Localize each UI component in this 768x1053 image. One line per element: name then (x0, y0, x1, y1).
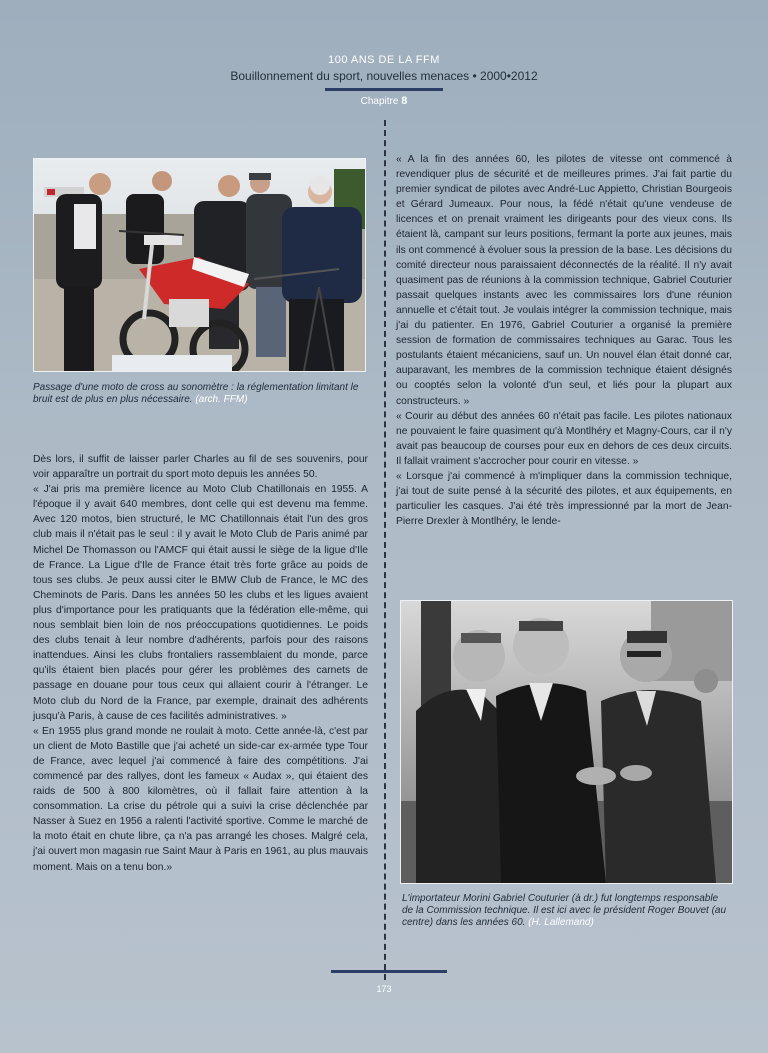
paragraph: « Courir au début des années 60 n'était pas facile. Les pilotes nationaux ne pouvaient le faire quasiment qu'à Montlhéry et Magny-Cours, car il n'y avait pas beaucoup de courses pour eux en dehors de ces deux circuits. Il fallait vraiment s'accrocher pour courir en vitesse. » (396, 410, 732, 467)
chapter-number: 8 (401, 95, 408, 107)
paragraph: « J'ai pris ma première licence au Moto Club Chatillonais en 1955. A l'époque il y avait 640 membres, dont celle qui est devenu ma femme. Avec 120 motos, bien structuré, le MC Chatillonnais était l'un des gros club mais il n'était pas le seul : il y avait le Moto Club de Paris animé par Michel De Thomasson ou l'AMCF qui était aussi le siège de la ligue d'Ile de France. La Ligue d'Ile de France était très forte grâce au poids de tous ses clubs. Je peux aussi citer le BMW Club de France, le MC des Cheminots de Paris. Dans les années 50 les clubs et les ligues avaient plus d'importance pour les pratiquants que la fédération elle-même, qui nous semblait bien loin de nos préoccupations quotidiennes. Le poids des clubs tenait à leur nombre d'adhérents, parfois pour des raisons inattendues. Ainsi les clubs frontaliers rassemblaient du monde, parce qu'ils étaient bien placés pour gérer les problèmes des carnets de passage en douane pour tous ceux qui allaient courir à l'étranger. Le Moto club du Nord de la France, par exemple, drainait des adhérents jusqu'à Paris, à cause de ces facilités administratives. » (33, 484, 368, 722)
photo1-credit: (arch. FFM) (195, 394, 248, 405)
paragraph: « A la fin des années 60, les pilotes de vitesse ont commencé à revendiquer plus de sécurité et de meilleures primes. J'ai fait partie du premier syndicat de pilotes avec André-Luc Appietto, Christian Bourgeois et Gérard Jumeaux. Pour nous, la fédé n'était qu'une vendeuse de licences et on prenait vraiment les dirigeants pour des vieux cons. Ils étaient là, campant sur leurs positions, fermant la porte aux jeunes, mais ils ont commencé à évoluer sous la pression de la base. Les décisions du comité directeur nous paraissaient déconnectés de la réalité. Il n'y avait quasiment pas de réunions à la commission technique, Gabriel Couturier passait quelques instants avec les commissaires lors d'une réunion annuelle et c'était tout. Je voulais intégrer la commission technique, mais j'ai du patienter. En 1976, Gabriel Couturier a organisé la première session de formation de commissaires techniques au Garac. Tous les postulants étaient mécaniciens, sauf un. Un nouvel élan était donné car, auparavant, les membres de la commission technique étaient désignés ou cooptés selon la volonté d'un seul, et liés pour la plupart aux constructeurs. » (396, 154, 732, 407)
page-header (0, 54, 768, 107)
photo2-caption (402, 893, 732, 929)
header-rule (325, 88, 443, 91)
chapter-label (0, 95, 768, 107)
right-column-text (396, 152, 732, 529)
column-divider (384, 120, 386, 980)
photo1-caption-text: Passage d'une moto de cross au sonomètre : la réglementation limitant le bruit est de plus en plus nécessaire. (33, 382, 359, 405)
paragraph: « En 1955 plus grand monde ne roulait à moto. Cette année-là, c'est par un client de Moto Bastille que j'ai acheté un side-car ex-armée type Tour de France, avec lequel j'ai commencé à faire des compétitions. J'ai commencé par des rallyes, dont les fameux « Audax », qui étaient des raids de 500 à 800 kilomètres, où il fallait faire attention à la consommation. La crise du pétrole qui a suivi la crise déclenchée par Nasser à Suez en 1956 a ralenti l'activité sportive. Comme le marché de la moto était en chute libre, ça n'a pas arrangé les choses. Malgré cela, j'ai ouvert mon magasin rue Saint Maur à Paris en 1961, au plus mauvais moment. Mais on a tenu bon.» (33, 725, 368, 873)
paragraph: « Lorsque j'ai commencé à m'impliquer dans la commission technique, j'ai tout de suite pensé à la sécurité des pilotes, et aux équipements, en particulier les casques. J'ai été très impressionné par la mort de Jean-Pierre Drexler à Montlhéry, le lende- (396, 470, 732, 528)
photo-bw-illustration (401, 601, 732, 883)
photo-motocross-sound-test (33, 158, 366, 372)
photo2-credit: (H. Lallemand) (528, 917, 594, 928)
page-number: 173 (376, 984, 392, 994)
book-title: 100 ANS DE LA FFM (328, 54, 440, 66)
chapter-label-text: Chapitre (360, 96, 399, 107)
footer-rule (331, 970, 447, 973)
photo-motocross-illustration (34, 159, 365, 371)
photo2-caption-text: L'importateur Morini Gabriel Couturier (à dr.) fut longtemps responsable de la Commission technique. Il est ici avec le président Roger Bouvet (au centre) dans les années 60. (402, 893, 727, 928)
photo1-caption (33, 382, 363, 406)
photo-couturier-bouvet (400, 600, 733, 884)
left-column-text (33, 452, 368, 875)
paragraph: Dès lors, il suffit de laisser parler Charles au fil de ses souvenirs, pour voir apparaître un portrait du sport moto depuis les années 50. (33, 454, 368, 481)
chapter-subtitle: Bouillonnement du sport, nouvelles menaces • 2000•2012 (230, 69, 538, 83)
